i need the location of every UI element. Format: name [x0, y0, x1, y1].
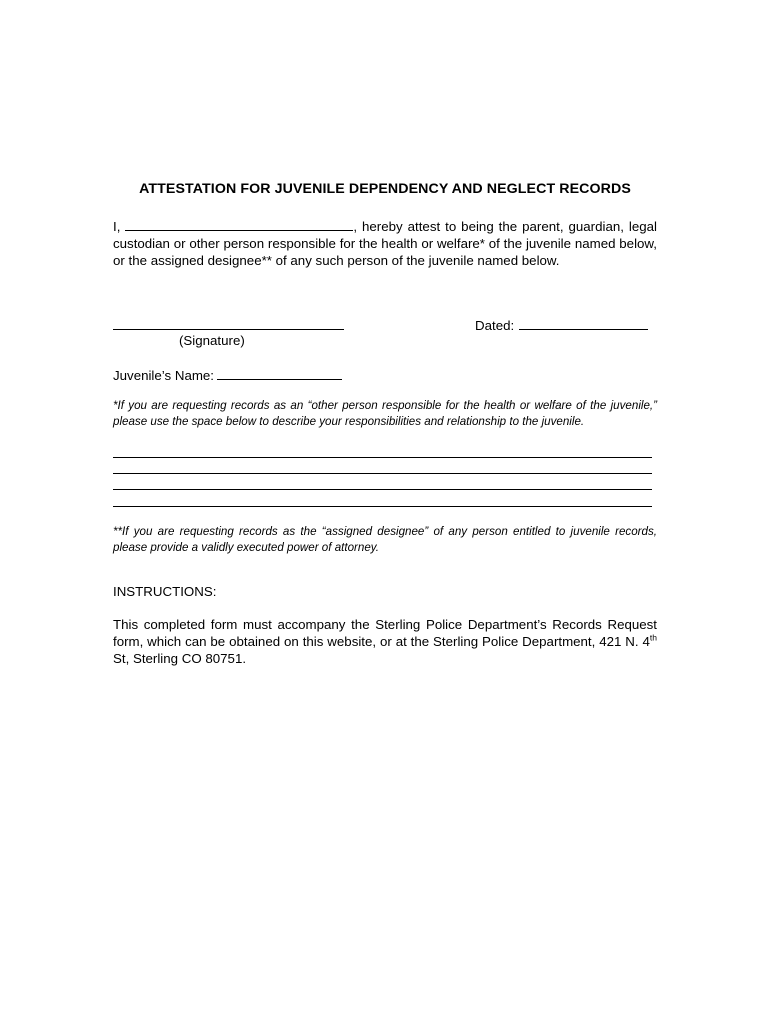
ordinal-suffix: th [649, 632, 657, 643]
date-field[interactable] [519, 317, 648, 330]
instructions-address-end: St, Sterling CO 80751. [113, 651, 247, 666]
juvenile-name-field[interactable] [217, 367, 342, 380]
designee-note: **If you are requesting records as the “assigned designee” of any person entitled to juvenile records, please provide a validly executed power of attorney. [113, 525, 657, 554]
juvenile-name-row [113, 367, 342, 383]
instructions-text: This completed form must accompany the Sterling Police Department’s Records Request form, which can be obtained on this website, or at the Sterling Police Department, 421 N. 4 [113, 617, 657, 649]
responsibility-line-1[interactable] [113, 457, 652, 458]
responsibility-line-2[interactable] [113, 473, 652, 474]
signature-field[interactable] [113, 329, 344, 330]
instructions-heading: INSTRUCTIONS: [113, 584, 217, 599]
instructions-body [113, 616, 657, 667]
attestation-statement [113, 218, 657, 269]
signature-label: (Signature) [179, 333, 245, 348]
responsibility-line-3[interactable] [113, 489, 652, 490]
attest-prefix: I, [113, 219, 126, 234]
attester-name-field[interactable] [125, 218, 353, 231]
dated-label: Dated: [475, 318, 515, 333]
responsibility-line-4[interactable] [113, 506, 652, 507]
other-person-note: *If you are requesting records as an “other person responsible for the health or welfare of the juvenile,” please use the space below to describe your responsibilities and relationship to the juvenile. [113, 399, 657, 428]
dated-row [475, 317, 648, 333]
juvenile-name-label: Juvenile’s Name: [113, 368, 215, 383]
form-title: ATTESTATION FOR JUVENILE DEPENDENCY AND NEGLECT RECORDS [139, 181, 631, 197]
attest-text: , hereby attest to being the parent, guardian, legal custodian or other person responsible for the health or welfare* of the juvenile named below, or the assigned designee** of any such person of the juvenile named below. [113, 219, 657, 268]
